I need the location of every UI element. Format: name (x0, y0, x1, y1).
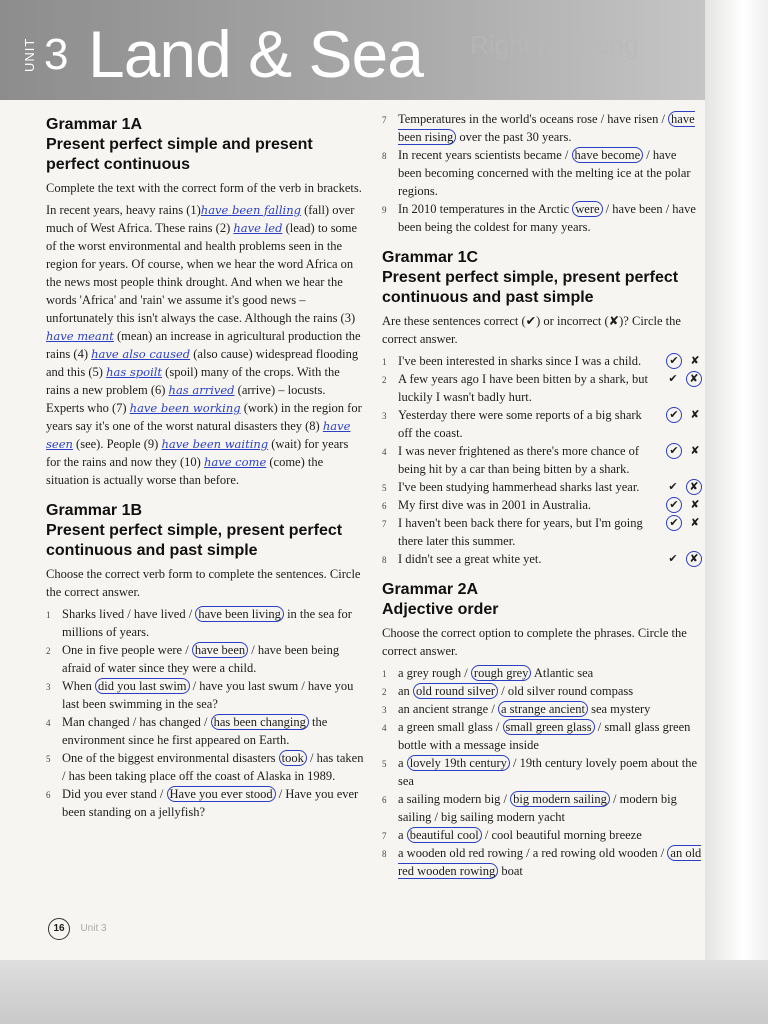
text-segment: (fall) over much of West Africa. These rains (2) (46, 203, 355, 235)
answer-marks (666, 406, 702, 424)
item-text: a wooden old red rowing / a red rowing old wooden / (398, 846, 668, 860)
item-number: 3 (382, 411, 387, 421)
section-heading: Adjective order (382, 601, 499, 618)
handwritten-answer: have been falling (200, 203, 301, 217)
tick-icon: ✔ (668, 552, 678, 565)
instruction: Complete the text with the correct form of the verb in brackets. (46, 181, 362, 195)
handwritten-answer: have been waiting (161, 437, 269, 451)
item-number: 5 (46, 754, 51, 764)
page-title: Land & Sea (88, 17, 423, 91)
circled-answer: an old red wooden rowing (398, 846, 702, 878)
list-item (46, 677, 364, 713)
item-text: boat (498, 864, 523, 878)
item-number: 9 (382, 205, 387, 215)
item-text: Atlantic sea (531, 666, 594, 680)
item-text: / 19th century lovely poem about the sea (398, 756, 697, 788)
circled-answer: small green glass (503, 719, 595, 735)
item-text: a green small glass / (398, 720, 503, 734)
right-column (382, 110, 702, 892)
text-segment: (come) the situation is actually worse than before. (46, 455, 324, 487)
item-text: I've been interested in sharks since I was a child. (398, 354, 642, 368)
item-text: Sharks lived / have lived / (62, 607, 196, 621)
list-item (382, 110, 702, 146)
page-unit-label: Unit 3 (80, 923, 107, 934)
answer-marks (666, 514, 702, 532)
circled-answer: has been changing (211, 714, 309, 730)
circled-answer: rough grey (471, 665, 532, 681)
answer-marks (666, 442, 702, 460)
list-item (382, 370, 702, 406)
section-heading: Present perfect simple and present perfect continuous (46, 136, 313, 173)
item-number: 2 (382, 375, 387, 385)
list-item (382, 682, 702, 700)
list-item (382, 664, 702, 682)
text-segment: (lead) to some of the worst environmental and health problems seen in the region for years. Of course, when we hear the word Africa on the news most people think drought. And when we hear the words 'Africa' and 'rain' we assume it's good news – unfortunately this isn't always the case. Although the rains (3) (46, 221, 358, 325)
answer-marks (666, 496, 702, 514)
item-number: 8 (382, 151, 387, 161)
tick-icon: ✔ (668, 372, 678, 385)
item-number: 3 (46, 682, 51, 692)
list-item (382, 754, 702, 790)
item-text: sea mystery (587, 702, 651, 716)
item-text: Man changed / has changed / (62, 715, 211, 729)
item-text: A few years ago I have been bitten by a shark, but luckily I wasn't badly hurt. (398, 372, 648, 404)
circled-answer: a strange ancient (498, 701, 588, 717)
item-number: 1 (382, 357, 387, 367)
circled-answer: lovely 19th century (407, 755, 510, 771)
list-item (382, 514, 702, 550)
handwritten-answer: have meant (46, 329, 114, 343)
item-number: 6 (46, 790, 51, 800)
circled-answer: old round silver (413, 683, 498, 699)
tick-icon: ✔ (668, 480, 678, 493)
item-text: One in five people were / (62, 643, 192, 657)
grammar-1b-continued (382, 110, 702, 236)
item-text: / cool beautiful morning breeze (481, 828, 642, 842)
item-text: / has taken / has been taking place off the coast of Alaska in 1989. (62, 751, 364, 783)
cross-icon: ✘ (686, 479, 702, 495)
item-number: 7 (382, 519, 387, 529)
handwritten-answer: have been working (129, 401, 241, 415)
list-item (382, 700, 702, 718)
item-number: 6 (382, 501, 387, 511)
cross-icon: ✘ (690, 444, 700, 457)
item-text: / modern big sailing / big sailing modern yacht (398, 792, 677, 824)
handwritten-answer: have also caused (91, 347, 191, 361)
exercise-list (46, 605, 364, 821)
section-label: Grammar 2A (382, 581, 479, 598)
circled-answer: beautiful cool (407, 827, 482, 843)
circled-answer: Have you ever stood (167, 786, 276, 802)
item-number: 4 (46, 718, 51, 728)
item-text: / have been becoming concerned with the melting ice at the polar regions. (398, 148, 691, 198)
cross-icon: ✘ (690, 516, 700, 529)
section-label: Grammar 1C (382, 249, 479, 266)
item-number: 1 (46, 610, 51, 620)
list-item (46, 749, 364, 785)
text-segment: (arrive) – locusts. Experts who (7) (46, 383, 326, 415)
answer-marks (666, 352, 702, 370)
item-text: Did you ever stand / (62, 787, 167, 801)
unit-banner (0, 0, 738, 100)
instruction: Choose the correct verb form to complete the sentences. Circle the correct answer. (46, 567, 361, 599)
list-item (382, 496, 702, 514)
instruction: Choose the correct option to complete the phrases. Circle the correct answer. (382, 626, 687, 658)
item-text: over the past 30 years. (456, 130, 572, 144)
item-text: / have been being afraid of water since they were a child. (62, 643, 340, 675)
text-segment: (see). People (9) (72, 437, 162, 451)
item-text: / have been / have been being the coldest for many years. (398, 202, 696, 234)
item-number: 1 (382, 669, 387, 679)
gap-fill-text (46, 201, 364, 489)
text-segment: (wait) for years for the rains and now they (10) (46, 437, 349, 469)
list-item (382, 550, 702, 568)
text-segment: (also cause) widespread flooding and this (5) (46, 347, 359, 379)
answer-marks (666, 478, 702, 496)
circled-answer: did you last swim (95, 678, 190, 694)
section-label: Grammar 1A (46, 116, 143, 133)
item-number: 8 (382, 555, 387, 565)
list-item (382, 442, 702, 478)
show-through-text: Right & Wrong (470, 30, 639, 60)
handwritten-answer: have seen (46, 419, 351, 451)
item-text: / old silver round compass (498, 684, 634, 698)
item-text: In 2010 temperatures in the Arctic (398, 202, 573, 216)
item-number: 4 (382, 723, 387, 733)
handwritten-answer: have come (203, 455, 267, 469)
list-item (382, 200, 702, 236)
section-heading: Present perfect simple, present perfect continuous and past simple (382, 269, 679, 306)
circled-answer: big modern sailing (510, 791, 610, 807)
item-number: 6 (382, 795, 387, 805)
cross-icon: ✘ (690, 408, 700, 421)
handwritten-answer: has spoilt (106, 365, 163, 379)
cross-icon: ✘ (690, 498, 700, 511)
tick-icon: ✔ (666, 407, 682, 423)
item-text: a grey rough / (398, 666, 471, 680)
item-text: / Have you ever been standing on a jellyfish? (62, 787, 359, 819)
item-text: I didn't see a great white yet. (398, 552, 542, 566)
item-text: a (398, 756, 407, 770)
text-segment: In recent years, heavy rains (1) (46, 203, 201, 217)
tick-icon: ✔ (666, 515, 682, 531)
grammar-1b (46, 501, 364, 821)
list-item (46, 713, 364, 749)
list-item (382, 352, 702, 370)
page-number: 16 (48, 918, 70, 940)
unit-number: 3 (44, 30, 69, 79)
circled-answer: were (572, 201, 602, 217)
tick-icon: ✔ (666, 353, 682, 369)
item-text: / small glass green bottle with a message inside (398, 720, 691, 752)
item-text: in the sea for millions of years. (62, 607, 352, 639)
list-item (382, 844, 702, 880)
section-label: Grammar 1B (46, 502, 143, 519)
item-text: an ancient strange / (398, 702, 498, 716)
list-item (46, 785, 364, 821)
cross-icon: ✘ (686, 371, 702, 387)
item-text: the environment since he first appeared on Earth. (62, 715, 328, 747)
grammar-1a (46, 115, 364, 489)
handwritten-answer: has arrived (168, 383, 235, 397)
exercise-list (382, 352, 702, 568)
grammar-2a (382, 580, 702, 880)
answer-marks (666, 370, 702, 388)
item-text: Yesterday there were some reports of a big shark off the coast. (398, 408, 642, 440)
instruction: Are these sentences correct (✔) or incorrect (✘)? Circle the correct answer. (382, 314, 681, 346)
circled-answer: have become (572, 147, 644, 163)
cross-icon: ✘ (686, 551, 702, 567)
item-text: In recent years scientists became / (398, 148, 572, 162)
circled-answer: have been living (195, 606, 284, 622)
text-segment: (mean) an increase in agricultural production the rains (4) (46, 329, 361, 361)
item-text: a sailing modern big / (398, 792, 511, 806)
exercise-list (382, 664, 702, 880)
exercise-list (382, 110, 702, 236)
item-text: an (398, 684, 413, 698)
circled-answer: have been (192, 642, 248, 658)
circled-answer: took (279, 750, 307, 766)
cross-icon: ✘ (690, 354, 700, 367)
tick-icon: ✔ (666, 443, 682, 459)
list-item (382, 718, 702, 754)
list-item (46, 605, 364, 641)
unit-word: UNIT (22, 37, 37, 72)
page-edge-shadow (705, 0, 768, 1024)
item-number: 5 (382, 483, 387, 493)
item-number: 7 (382, 831, 387, 841)
item-number: 3 (382, 705, 387, 715)
handwritten-answer: have led (233, 221, 283, 235)
item-text: / have you last swum / have you last been swimming in the sea? (62, 679, 354, 711)
section-heading: Present perfect simple, present perfect continuous and past simple (46, 522, 343, 559)
item-text: a (398, 828, 407, 842)
item-text: Temperatures in the world's oceans rose / have risen / (398, 112, 669, 126)
left-column (46, 115, 364, 833)
answer-marks (666, 550, 702, 568)
text-segment: (work) in the region for years say it's one of the worst natural disasters they (8) (46, 401, 362, 433)
item-text: I haven't been back there for years, but I'm going there later this summer. (398, 516, 643, 548)
list-item (382, 826, 702, 844)
item-number: 2 (382, 687, 387, 697)
list-item (382, 790, 702, 826)
item-number: 2 (46, 646, 51, 656)
page-footer (48, 918, 107, 940)
tick-icon: ✔ (666, 497, 682, 513)
list-item (382, 478, 702, 496)
item-text: I've been studying hammerhead sharks last year. (398, 480, 640, 494)
item-text: When (62, 679, 95, 693)
text-segment: (spoil) many of the crops. With the rains a new problem (6) (46, 365, 340, 397)
circled-answer: have been rising (398, 112, 695, 144)
item-number: 7 (382, 115, 387, 125)
list-item (382, 146, 702, 200)
item-text: One of the biggest environmental disasters (62, 751, 279, 765)
scanner-bed (0, 960, 768, 1024)
list-item (382, 406, 702, 442)
list-item (46, 641, 364, 677)
item-number: 8 (382, 849, 387, 859)
item-text: My first dive was in 2001 in Australia. (398, 498, 592, 512)
item-text: I was never frightened as there's more chance of being hit by a car than being bitten by a shark. (398, 444, 640, 476)
item-number: 4 (382, 447, 387, 457)
grammar-1c (382, 248, 702, 568)
item-number: 5 (382, 759, 387, 769)
